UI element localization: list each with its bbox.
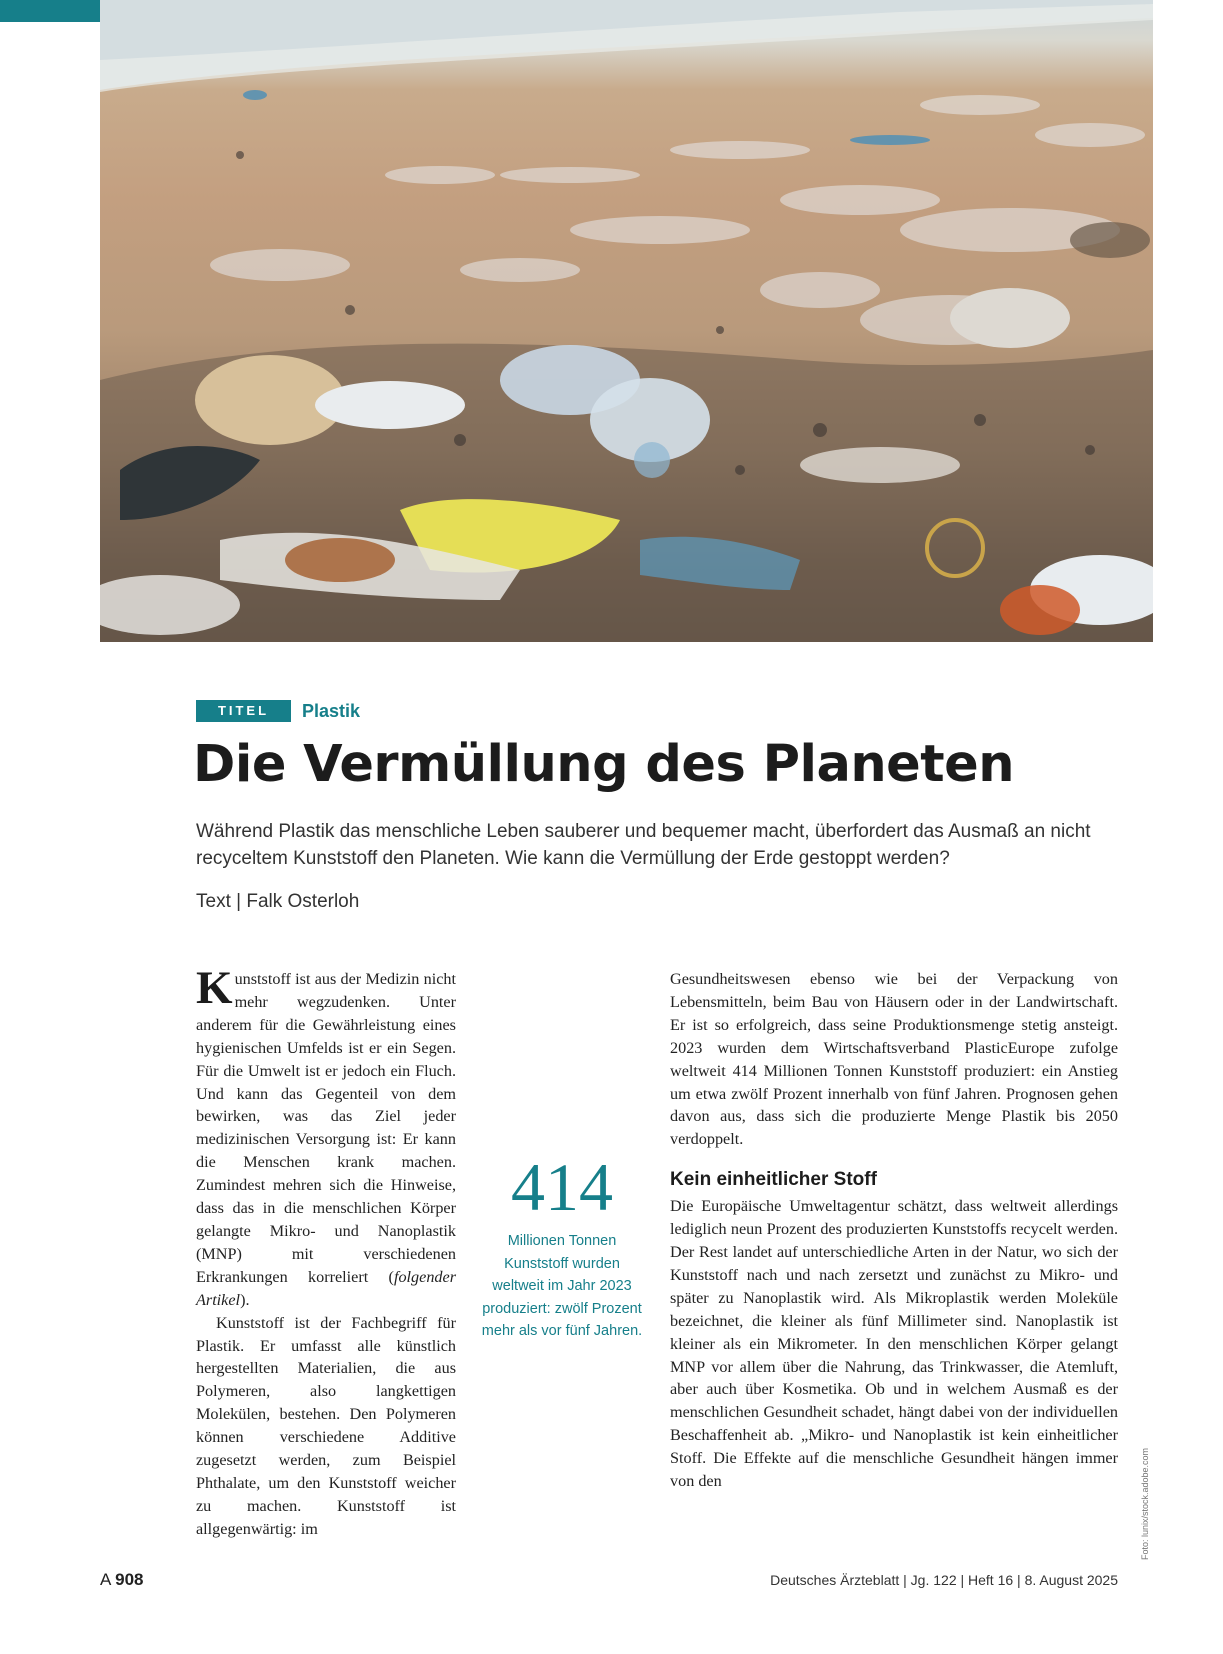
stat-callout xyxy=(478,1149,646,1343)
drop-cap: K xyxy=(196,962,233,1014)
paragraph-1 xyxy=(196,962,456,1312)
subheading: Kein einheitlicher Stoff xyxy=(670,1169,877,1191)
page-number-value: 908 xyxy=(115,1570,144,1589)
paragraph-1-text: unststoff ist aus der Medizin nicht mehr wegzudenken. Unter anderem für die Gewährleistung eines hygienischen Umfelds ist er ein Segen. Für die Umwelt ist er jedoch ein Fluch. Und kann das Gegenteil von dem bewirken, was das Ziel jeder medizinischen Versorgung ist: Er kann die Menschen krank machen. Zumindest mehren sich die Hinweise, dass das in die menschlichen Körper gelangte Mikro- und Nanoplastik (MNP) mit verschiedenen Erkrankungen korreliert ( xyxy=(196,970,456,1286)
body-column-left xyxy=(196,962,456,1541)
corner-color-tab xyxy=(0,0,100,22)
photo-credit: Foto: lunix/stock.adobe.com xyxy=(1140,1447,1150,1560)
article-lead: Während Plastik das menschliche Leben sauberer und bequemer macht, überfordert das Ausmaß an nicht recyceltem Kunststoff den Planeten. Wie kann die Vermüllung der Erde gestoppt werden? xyxy=(196,821,1091,869)
stat-caption: Millionen Tonnen Kunststoff wurden weltweit im Jahr 2023 produziert: zwölf Prozent mehr als vor fünf Jahren. xyxy=(481,1233,643,1339)
paragraph-4: Die Europäische Umweltagentur schätzt, dass weltweit allerdings lediglich neun Prozent des produzierten Kunststoffs recycelt werden. Der Rest landet auf unterschiedliche Arten in der Natur, wo sich der Kunststoff nach und nach zersetzt und zunächst zu Mikro- und später zu Nanoplastik wird. Als Mikroplastik werden Moleküle bezeichnet, die kleiner als fünf Millimeter sind. Nanoplastik ist kleiner als ein Mikrometer. In den menschlichen Körper gelangt MNP vor allem über die Nahrung, das Trinkwasser, die Atemluft, aber auch über Kosmetika. Ob und in welchem Ausmaß es der menschlichen Gesundheit schadet, hängt dabei von der individuellen Beschaffenheit ab. „Mikro- und Nanoplastik ist kein einheitlicher Stoff. Die Effekte auf die menschliche Gesundheit hängen immer von den xyxy=(670,1197,1118,1491)
section-topic: Plastik xyxy=(302,700,361,721)
hero-photo xyxy=(100,0,1153,642)
page-number xyxy=(100,1570,144,1590)
byline: Text | Falk Osterloh xyxy=(196,891,360,912)
article-title: Die Vermüllung des Planeten xyxy=(193,735,1015,794)
beach-plastic-waste-photo xyxy=(100,0,1153,642)
page-prefix: A xyxy=(100,1570,111,1589)
paragraph-3: Gesundheitswesen ebenso wie bei der Verpackung von Lebensmitteln, beim Bau von Häusern oder in der Landwirtschaft. Er ist so erfolgreich, dass seine Produktionsmenge stetig ansteigt. 2023 wurden dem Wirtschaftsverband PlasticEurope zufolge weltweit 414 Millionen Tonnen Kunststoff produziert: ein Anstieg um etwa zwölf Prozent innerhalb von fünf Jahren. Prognosen gehen davon aus, dass sich die produzierte Menge Plastik bis 2050 verdoppelt. xyxy=(670,970,1118,1149)
section-kicker xyxy=(196,700,360,722)
body-column-right xyxy=(670,968,1118,1493)
section-tag: TITEL xyxy=(196,700,291,722)
paragraph-1-end: ). xyxy=(240,1290,250,1309)
paragraph-2: Kunststoff ist der Fachbegriff für Plastik. Er umfasst alle künstlich hergestellten Materialien, die aus Polymeren, also langkettigen Molekülen, bestehen. Den Polymeren können verschiedene Additive zugesetzt werden, zum Beispiel Phthalate, um den Kunststoff weicher zu machen. Kunststoff ist allgegenwärtig: im xyxy=(196,1313,456,1538)
article-reference: folgender Artikel xyxy=(196,1267,456,1309)
stat-number: 414 xyxy=(511,1149,613,1225)
journal-footer: Deutsches Ärzteblatt | Jg. 122 | Heft 16 | 8. August 2025 xyxy=(770,1572,1118,1588)
